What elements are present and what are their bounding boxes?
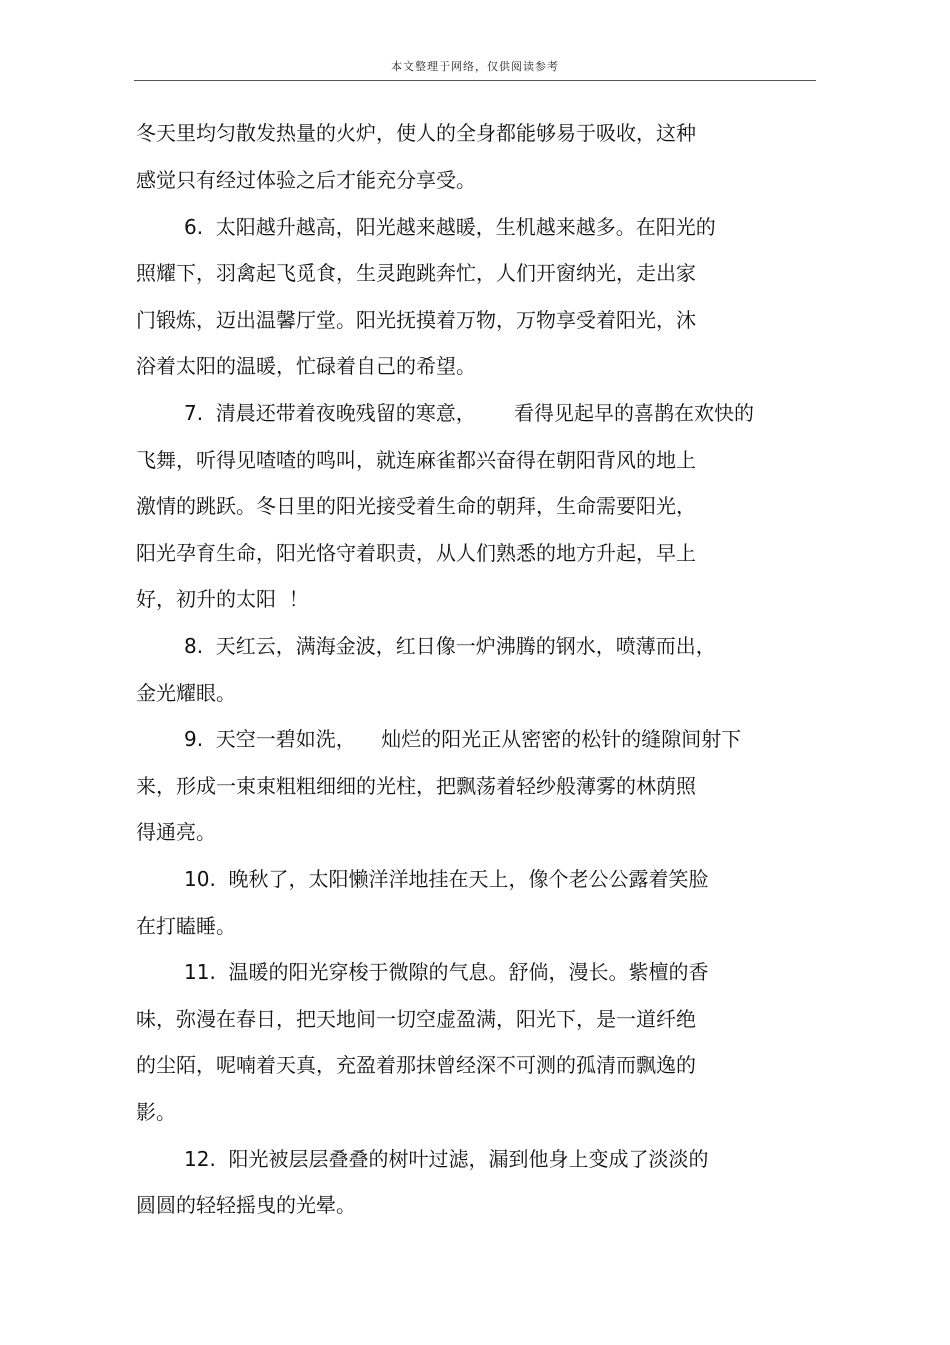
text-line: 在打瞌睡。 xyxy=(136,914,236,938)
text-line: 11. 温暖的阳光穿梭于微隙的气息。舒倘，漫长。紫檀的香 xyxy=(184,960,709,984)
text-line: 10. 晚秋了，太阳懒洋洋地挂在天上，像个老公公露着笑脸 xyxy=(184,867,709,891)
text-line: 好，初升的太阳 ！ xyxy=(136,587,309,611)
text-line: 浴着太阳的温暖，忙碌着自己的希望。 xyxy=(136,354,476,378)
text-line: 阳光孕育生命，阳光恪守着职责，从人们熟悉的地方升起，早上 xyxy=(136,541,696,565)
header-divider xyxy=(134,80,816,81)
text-line: 激情的跳跃。冬日里的阳光接受着生命的朝拜，生命需要阳光， xyxy=(136,494,696,518)
text-line: 门锻炼，迈出温馨厅堂。阳光抚摸着万物，万物享受着阳光，沐 xyxy=(136,308,696,332)
text-line: 来，形成一束束粗粗细细的光柱，把飘荡着轻纱般薄雾的林荫照 xyxy=(136,774,696,798)
text-line: 的尘陌，呢喃着天真，充盈着那抹曾经深不可测的孤清而飘逸的 xyxy=(136,1053,696,1077)
text-line: 飞舞，听得见喳喳的鸣叫，就连麻雀都兴奋得在朝阳背风的地上 xyxy=(136,448,696,472)
page-header: 本文整理于网络，仅供阅读参考 xyxy=(391,60,559,73)
text-line: 得通亮。 xyxy=(136,820,216,844)
text-line: 影。 xyxy=(136,1100,176,1124)
text-line: 冬天里均匀散发热量的火炉，使人的全身都能够易于吸收，这种 xyxy=(136,121,696,145)
text-line: 6. 太阳越升越高，阳光越来越暖，生机越来越多。在阳光的 xyxy=(184,215,716,239)
text-line: 12. 阳光被层层叠叠的树叶过滤，漏到他身上变成了淡淡的 xyxy=(184,1147,709,1171)
text-line: 金光耀眼。 xyxy=(136,681,236,705)
text-line: 味，弥漫在春日，把天地间一切空虚盈满，阳光下，是一道纤绝 xyxy=(136,1007,696,1031)
text-line: 感觉只有经过体验之后才能充分享受。 xyxy=(136,168,476,192)
text-line: 圆圆的轻轻摇曳的光晕。 xyxy=(136,1193,356,1217)
text-line: 8. 天红云，满海金波，红日像一炉沸腾的钢水，喷薄而出， xyxy=(184,634,716,658)
text-line: 7. 清晨还带着夜晚残留的寒意， 看得见起早的喜鹊在欢快的 xyxy=(184,401,754,425)
text-line: 照耀下，羽禽起飞觅食，生灵跑跳奔忙，人们开窗纳光，走出家 xyxy=(136,261,696,285)
text-line: 9. 天空一碧如洗， 灿烂的阳光正从密密的松针的缝隙间射下 xyxy=(184,727,742,751)
